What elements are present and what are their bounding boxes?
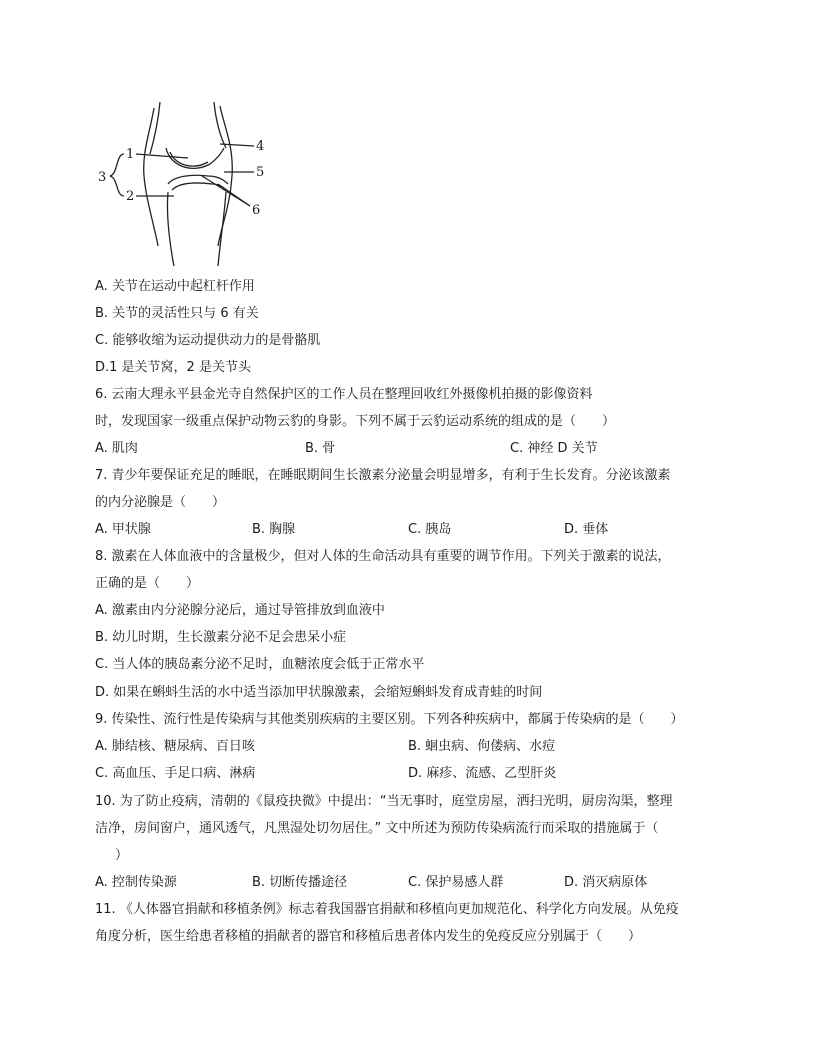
q6-option-cd: C. 神经 D 关节 <box>510 441 598 456</box>
q5-option-d: D.1 是关节窝，2 是关节头 <box>95 360 251 375</box>
q7-option-c: C. 胰岛 <box>408 522 452 537</box>
q6-stem-line1: 6. 云南大理永平县金光寺自然保护区的工作人员在整理回收红外摄像机拍摄的影像资料 <box>95 387 593 402</box>
q5-option-b: B. 关节的灵活性只与 6 有关 <box>95 306 259 321</box>
label-line-6b <box>218 184 250 206</box>
q8-option-a: A. 激素由内分泌腺分泌后，通过导管排放到血液中 <box>95 603 385 618</box>
articular-cartilage-upper <box>170 152 208 166</box>
q7-stem-line1: 7. 青少年要保证充足的睡眠，在睡眠期间生长激素分泌量会明显增多，有利于生长发育。分泌该激素 <box>95 468 671 483</box>
lower-bone-right-outline <box>218 192 226 266</box>
q6-option-b: B. 骨 <box>305 441 336 456</box>
q10-option-d: D. 消灭病原体 <box>564 875 648 890</box>
q10-stem-line1: 10. 为了防止疫病，清朝的《鼠疫抉微》中提出：“当无事时，庭堂房屋，洒扫光明，厨房沟渠，整理 <box>95 794 673 809</box>
figure-label-6: 6 <box>252 203 261 218</box>
q11-stem-line2: 角度分析，医生给患者移植的捐献者的器官和移植后患者体内发生的免疫反应分别属于（ ） <box>95 929 642 944</box>
figure-label-4: 4 <box>256 139 265 154</box>
q10-option-a: A. 控制传染源 <box>95 875 177 890</box>
q10-stem-line3: ） <box>115 848 129 863</box>
q8-option-d: D. 如果在蝌蚪生活的水中适当添加甲状腺激素，会缩短蝌蚪发育成青蛙的时间 <box>95 685 543 700</box>
q5-option-a: A. 关节在运动中起杠杆作用 <box>95 279 255 294</box>
q9-option-d: D. 麻疹、流感、乙型肝炎 <box>408 766 557 781</box>
brace-3 <box>110 154 124 196</box>
q10-option-c: C. 保护易感人群 <box>408 875 504 890</box>
joint-diagram-svg <box>92 96 282 268</box>
q6-option-a: A. 肌肉 <box>95 441 138 456</box>
q7-option-b: B. 胸腺 <box>252 522 296 537</box>
q8-stem-line2: 正确的是（ ） <box>95 576 200 591</box>
q10-option-b: B. 切断传播途径 <box>252 875 348 890</box>
figure-label-5: 5 <box>256 165 265 180</box>
q6-stem-line2: 时，发现国家一级重点保护动物云豹的身影。下列不属于云豹运动系统的组成的是（ ） <box>95 414 616 429</box>
q9-option-b: B. 蛔虫病、佝偻病、水痘 <box>408 739 556 754</box>
q9-option-a: A. 肺结核、糖尿病、百日咳 <box>95 739 255 754</box>
q9-option-c: C. 高血压、手足口病、淋病 <box>95 766 256 781</box>
q11-stem-line1: 11. 《人体器官捐献和移植条例》标志着我国器官捐献和移植向更加规范化、科学化方向发展。从免疫 <box>95 902 679 917</box>
figure-label-2: 2 <box>126 189 135 204</box>
lower-bone-left-outline <box>167 192 174 266</box>
joint-diagram <box>92 96 282 268</box>
q10-stem-line2: 洁净，房间窗户，通风透气，凡黑湿处切勿居住。” 文中所述为预防传染病流行而采取的措施属于（ <box>95 821 659 836</box>
q8-option-c: C. 当人体的胰岛素分泌不足时，血糖浓度会低于正常水平 <box>95 657 425 672</box>
joint-capsule-outline <box>218 106 232 246</box>
upper-bone-left-outline <box>150 102 160 154</box>
q7-option-d: D. 垂体 <box>564 522 609 537</box>
figure-label-1: 1 <box>126 147 135 162</box>
q5-option-c: C. 能够收缩为运动提供动力的是骨骼肌 <box>95 333 321 348</box>
q9-stem: 9. 传染性、流行性是传染病与其他类别疾病的主要区别。下列各种疾病中，都属于传染病的是（ ） <box>95 712 684 727</box>
q7-stem-line2: 的内分泌腺是（ ） <box>95 495 226 510</box>
q8-stem-line1: 8. 激素在人体血液中的含量极少，但对人体的生命活动具有重要的调节作用。下列关于激素的说法， <box>95 549 671 564</box>
q8-option-b: B. 幼儿时期，生长激素分泌不足会患呆小症 <box>95 630 347 645</box>
figure-label-3: 3 <box>98 170 107 185</box>
q7-option-a: A. 甲状腺 <box>95 522 151 537</box>
